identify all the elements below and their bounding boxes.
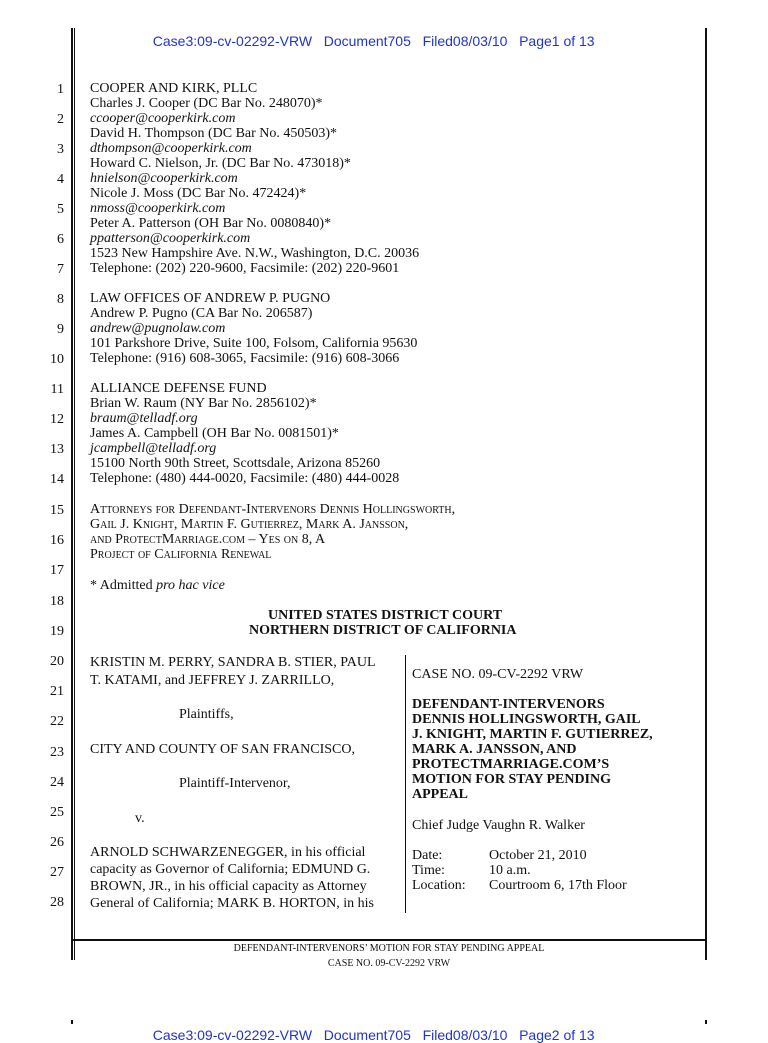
motion-title-line: DEFENDANT-INTERVENORS [412, 697, 605, 712]
court-district: NORTHERN DISTRICT OF CALIFORNIA [249, 623, 517, 638]
motion-title-line: MOTION FOR STAY PENDING [412, 772, 612, 787]
footer-case-number: CASE NO. 09-CV-2292 VRW [327, 958, 451, 969]
attorney-email[interactable]: andrew@pugnolaw.com [90, 321, 226, 336]
court-name: UNITED STATES DISTRICT COURT [268, 608, 503, 623]
attorney-email[interactable]: braum@telladf.org [90, 411, 198, 426]
line-number: 13 [50, 442, 64, 457]
motion-title-line: PROTECTMARRIAGE.COM’S [412, 757, 610, 772]
page-indicator: Page2 of 13 [519, 1027, 595, 1043]
line-number: 14 [50, 472, 64, 487]
line-number: 5 [57, 202, 64, 217]
attorney-email[interactable]: nmoss@cooperkirk.com [90, 201, 226, 216]
right-margin-rule [705, 28, 707, 960]
line-number: 11 [50, 382, 64, 397]
line-number: 16 [50, 533, 64, 548]
defendants-line: General of California; MARK B. HORTON, in his [90, 896, 374, 911]
line-number: 25 [50, 805, 64, 820]
line-number: 17 [50, 563, 64, 578]
line-number: 1 [57, 82, 64, 97]
admitted-note-prefix: * Admitted [90, 578, 157, 593]
firm-address: 1523 New Hampshire Ave. N.W., Washington, D.C. 20036 [90, 246, 420, 261]
footer-rule [71, 939, 707, 941]
attorneys-for-line: and ProtectMarriage.com – Yes on 8, A [90, 532, 326, 547]
hearing-location-label: Location: [412, 878, 466, 893]
case-number[interactable]: Case3:09-cv-02292-VRW [152, 1027, 313, 1043]
line-number: 28 [50, 895, 64, 910]
hearing-time-label: Time: [412, 863, 445, 878]
page2-header [145, 1011, 595, 1043]
page2-left-margin-rule [71, 1020, 73, 1024]
line-number: 10 [50, 352, 64, 367]
attorney-name: David H. Thompson (DC Bar No. 450503)* [90, 126, 338, 141]
motion-title-line: J. KNIGHT, MARTIN F. GUTIERREZ, [412, 727, 653, 742]
page2-right-margin-rule [705, 1020, 707, 1024]
attorney-email[interactable]: dthompson@cooperkirk.com [90, 141, 252, 156]
filed-date: Filed08/03/10 [422, 1027, 508, 1043]
plaintiffs-label: Plaintiffs, [179, 707, 234, 722]
hearing-date-value: October 21, 2010 [489, 848, 587, 863]
line-number: 21 [50, 684, 64, 699]
document-number: Document705 [323, 1027, 411, 1043]
caption-divider [405, 655, 406, 913]
versus: v. [135, 811, 145, 826]
attorney-name: Howard C. Nielson, Jr. (DC Bar No. 473018)* [90, 156, 351, 171]
document-number: Document705 [323, 33, 411, 49]
attorney-email[interactable]: ccooper@cooperkirk.com [90, 111, 236, 126]
attorney-name: Andrew P. Pugno (CA Bar No. 206587) [90, 306, 313, 321]
hearing-location-value: Courtroom 6, 17th Floor [489, 878, 627, 893]
hearing-date-label: Date: [412, 848, 443, 863]
intervenor-name: CITY AND COUNTY OF SAN FRANCISCO, [90, 742, 355, 757]
line-number: 2 [57, 112, 64, 127]
plaintiffs-names: T. KATAMI, and JEFFREY J. ZARRILLO, [90, 673, 335, 688]
admitted-note [90, 578, 225, 593]
defendants-line: BROWN, JR., in his official capacity as Attorney [90, 879, 367, 894]
judge-name: Chief Judge Vaughn R. Walker [412, 818, 585, 833]
firm-name: ALLIANCE DEFENSE FUND [90, 381, 267, 396]
attorney-name: Nicole J. Moss (DC Bar No. 472424)* [90, 186, 307, 201]
firm-name: COOPER AND KIRK, PLLC [90, 81, 258, 96]
attorneys-for-line: Project of California Renewal [90, 547, 272, 562]
motion-title-line: APPEAL [412, 787, 468, 802]
line-number: 24 [50, 775, 64, 790]
line-number: 8 [57, 292, 64, 307]
motion-title-line: DENNIS HOLLINGSWORTH, GAIL [412, 712, 641, 727]
line-number: 15 [50, 503, 64, 518]
line-number: 20 [50, 654, 64, 669]
intervenor-label: Plaintiff-Intervenor, [179, 776, 291, 791]
attorney-email[interactable]: jcampbell@telladf.org [90, 441, 217, 456]
line-number: 22 [50, 714, 64, 729]
firm-address: 101 Parkshore Drive, Suite 100, Folsom, California 95630 [90, 336, 418, 351]
defendants-line: capacity as Governor of California; EDMUND G. [90, 862, 371, 877]
motion-title-line: MARK A. JANSSON, AND [412, 742, 577, 757]
attorney-name: Brian W. Raum (NY Bar No. 2856102)* [90, 396, 317, 411]
line-number: 18 [50, 594, 64, 609]
line-number: 9 [57, 322, 64, 337]
attorney-email[interactable]: hnielson@cooperkirk.com [90, 171, 238, 186]
case-number[interactable]: Case3:09-cv-02292-VRW [152, 33, 313, 49]
attorney-name: James A. Campbell (OH Bar No. 0081501)* [90, 426, 339, 441]
left-margin-rule-inner [74, 28, 75, 960]
firm-address: 15100 North 90th Street, Scottsdale, Arizona 85260 [90, 456, 381, 471]
line-number: 19 [50, 624, 64, 639]
line-number: 23 [50, 745, 64, 760]
line-number: 12 [50, 412, 64, 427]
line-number: 27 [50, 865, 64, 880]
firm-name: LAW OFFICES OF ANDREW P. PUGNO [90, 291, 331, 306]
attorneys-for-line: Gail J. Knight, Martin F. Gutierrez, Mark A. Jansson, [90, 517, 409, 532]
line-number: 4 [57, 172, 64, 187]
defendants-line: ARNOLD SCHWARZENEGGER, in his official [90, 845, 366, 860]
plaintiffs-names: KRISTIN M. PERRY, SANDRA B. STIER, PAUL [90, 655, 376, 670]
attorneys-for-line: Attorneys for Defendant-Intervenors Dennis Hollingsworth, [90, 502, 456, 517]
line-number: 26 [50, 835, 64, 850]
footer-title: DEFENDANT-INTERVENORS’ MOTION FOR STAY PENDING APPEAL [233, 943, 545, 954]
page-indicator: Page1 of 13 [519, 33, 595, 49]
case-number-caption: CASE NO. 09-CV-2292 VRW [412, 667, 584, 682]
line-number: 7 [57, 262, 64, 277]
attorney-name: Charles J. Cooper (DC Bar No. 248070)* [90, 96, 323, 111]
attorney-email[interactable]: ppatterson@cooperkirk.com [90, 231, 251, 246]
firm-phone: Telephone: (202) 220-9600, Facsimile: (202) 220-9601 [90, 261, 400, 276]
filed-date: Filed08/03/10 [422, 33, 508, 49]
left-margin-rule [71, 28, 73, 960]
line-number: 6 [57, 232, 64, 247]
admitted-note-italic: pro hac vice [156, 578, 225, 593]
attorney-name: Peter A. Patterson (OH Bar No. 0080840)* [90, 216, 332, 231]
hearing-time-value: 10 a.m. [489, 863, 531, 878]
firm-phone: Telephone: (480) 444-0020, Facsimile: (480) 444-0028 [90, 471, 400, 486]
firm-phone: Telephone: (916) 608-3065, Facsimile: (916) 608-3066 [90, 351, 400, 366]
page-header [145, 17, 595, 49]
line-number: 3 [57, 142, 64, 157]
